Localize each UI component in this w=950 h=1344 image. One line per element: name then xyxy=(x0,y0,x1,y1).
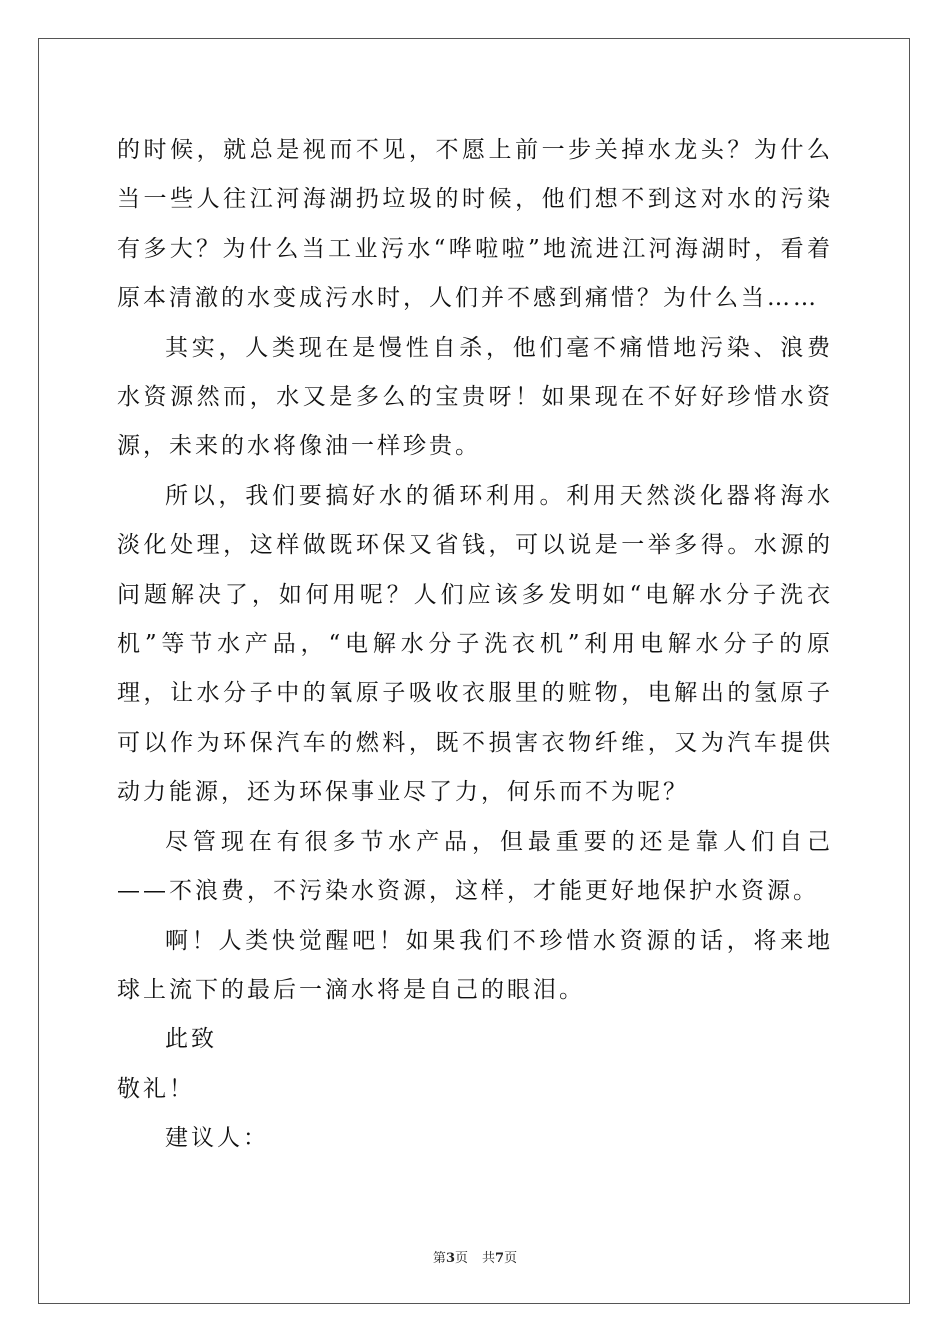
page-prefix: 第 xyxy=(432,1251,446,1266)
closing-salutation: 此致 xyxy=(165,1026,217,1053)
total-suffix: 页 xyxy=(504,1251,518,1266)
closing-regards: 敬礼！ xyxy=(117,1075,195,1102)
total-pages-number: 7 xyxy=(495,1251,505,1266)
paragraph: 所以，我们要搞好水的循环利用。利用天然淡化器将海水淡化处理，这样做既环保又省钱，可以说是一举多得。水源的问题解决了，如何用呢？人们应该多发明如“电解水分子洗衣机”等节水产品，“电解水分子洗衣机”利用电解水分子的原理，让水分子中的氧原子吸收衣服里的赃物，电解出的氢原子可以作为环保汽车的燃料，既不损害衣物纤维，又为汽车提供动力能源，还为环保事业尽了力，何乐而不为呢？ xyxy=(117,482,833,806)
current-page-number: 3 xyxy=(445,1251,455,1266)
total-prefix: 共 xyxy=(482,1251,496,1266)
paragraph: 啊！人类快觉醒吧！如果我们不珍惜水资源的话，将来地球上流下的最后一滴水将是自己的眼泪。 xyxy=(117,927,833,1003)
page-footer xyxy=(0,1247,950,1266)
page-suffix: 页 xyxy=(454,1251,468,1266)
signature-line: 建议人： xyxy=(165,1125,269,1152)
paragraph: 尽管现在有很多节水产品，但最重要的还是靠人们自己——不浪费，不污染水资源，这样，才能更好地保护水资源。 xyxy=(117,828,833,905)
document-body xyxy=(117,126,833,1164)
paragraph: 的时候，就总是视而不见，不愿上前一步关掉水龙头？为什么当一些人往江河海湖扔垃圾的时候，他们想不到这对水的污染有多大？为什么当工业污水“哗啦啦”地流进江河海湖时，看着原本清澈的水变成污水时，人们并不感到痛惜？为什么当…… xyxy=(117,137,833,312)
paragraph: 其实，人类现在是慢性自杀，他们毫不痛惜地污染、浪费水资源然而，水又是多么的宝贵呀！如果现在不好好珍惜水资源，未来的水将像油一样珍贵。 xyxy=(117,334,833,460)
